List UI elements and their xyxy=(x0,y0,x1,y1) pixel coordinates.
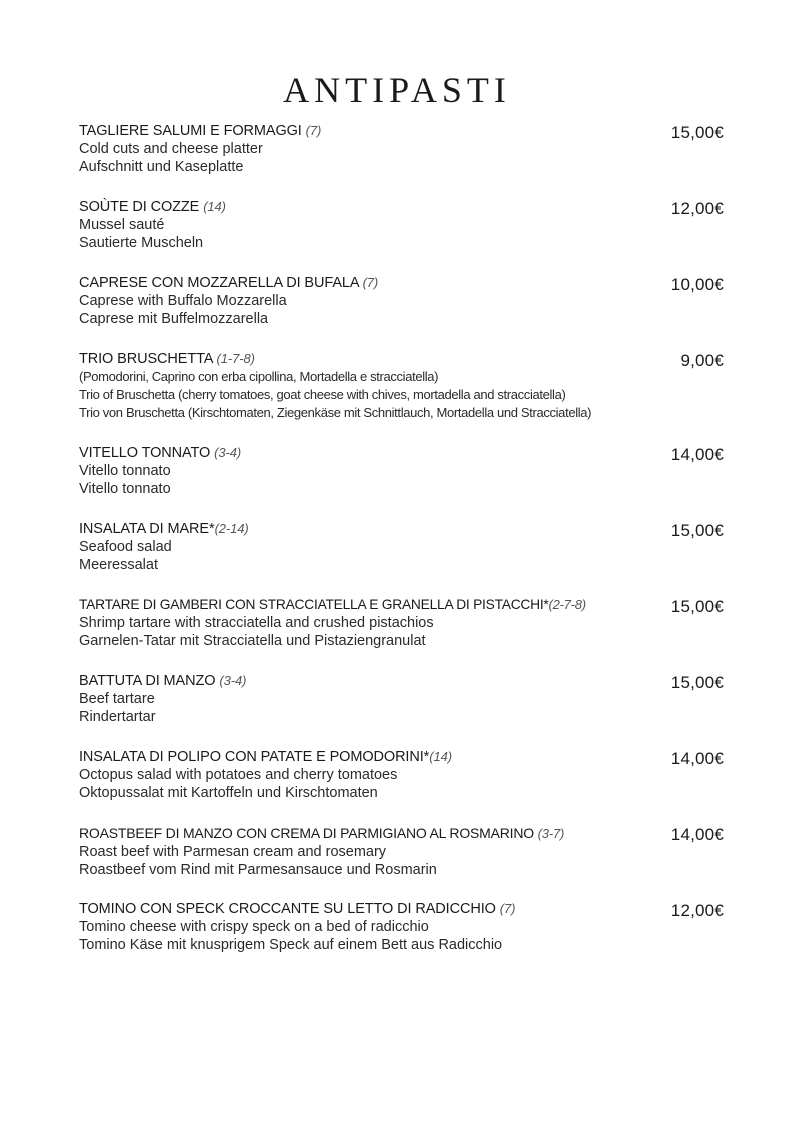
item-desc-en: Octopus salad with potatoes and cherry tomatoes xyxy=(79,767,398,783)
menu-item xyxy=(79,748,724,824)
item-desc-en: Trio of Bruschetta (cherry tomatoes, goat cheese with chives, mortadella and stracciatella) xyxy=(79,387,566,402)
item-name: TOMINO CON SPECK CROCCANTE SU LETTO DI RADICCHIO xyxy=(79,901,496,917)
menu-item xyxy=(79,444,724,520)
item-price: 15,00€ xyxy=(670,521,724,540)
item-desc-de: Rindertartar xyxy=(79,709,156,725)
item-desc-en: Shrimp tartare with stracciatella and crushed pistachios xyxy=(79,615,434,631)
item-name: TARTARE DI GAMBERI CON STRACCIATELLA E GRANELLA DI PISTACCHI* xyxy=(79,597,549,612)
menu-item xyxy=(79,672,724,748)
item-desc-de: Meeressalat xyxy=(79,557,158,573)
item-name: VITELLO TONNATO xyxy=(79,445,211,461)
menu-item xyxy=(79,900,724,976)
item-name-line xyxy=(79,748,724,766)
item-desc-de: Vitello tonnato xyxy=(79,481,171,497)
item-name: SOÙTE DI COZZE xyxy=(79,199,200,215)
item-name-line xyxy=(79,274,724,292)
page-title: ANTIPASTI xyxy=(283,70,511,110)
item-name-line xyxy=(79,198,724,216)
menu-item xyxy=(79,274,724,350)
item-allergens: (3-4) xyxy=(219,673,247,688)
item-price: 14,00€ xyxy=(670,445,724,464)
item-desc-de: Sautierte Muscheln xyxy=(79,235,204,251)
item-desc-en: Caprese with Buffalo Mozzarella xyxy=(79,293,287,309)
item-desc-de: Garnelen-Tatar mit Stracciatella und Pistaziengranulat xyxy=(79,633,426,649)
item-desc-it: (Pomodorini, Caprino con erba cipollina, Mortadella e stracciatella) xyxy=(79,369,439,384)
item-allergens: (2-7-8) xyxy=(548,597,586,612)
item-price: 9,00€ xyxy=(680,351,724,370)
item-desc-de: Caprese mit Buffelmozzarella xyxy=(79,311,269,327)
menu-item xyxy=(79,824,724,900)
menu-item xyxy=(79,122,724,198)
item-name-line xyxy=(79,672,724,690)
item-desc-en: Mussel sauté xyxy=(79,217,165,233)
item-price: 14,00€ xyxy=(670,749,724,768)
item-name: TRIO BRUSCHETTA xyxy=(79,351,213,367)
item-name-line xyxy=(79,824,724,843)
item-allergens: (3-7) xyxy=(537,826,565,841)
item-desc-en: Vitello tonnato xyxy=(79,463,171,479)
item-allergens: (2-14) xyxy=(214,521,249,536)
item-price: 15,00€ xyxy=(670,673,724,692)
item-desc-en: Beef tartare xyxy=(79,691,155,707)
item-allergens: (14) xyxy=(429,749,452,764)
menu-item xyxy=(79,198,724,274)
item-name-line xyxy=(79,900,724,918)
item-allergens: (14) xyxy=(203,199,226,214)
item-desc-en: Roast beef with Parmesan cream and rosemary xyxy=(79,844,387,860)
menu-list xyxy=(79,122,724,976)
item-name: BATTUTA DI MANZO xyxy=(79,673,216,689)
item-allergens: (7) xyxy=(305,123,322,138)
item-price: 15,00€ xyxy=(670,597,724,616)
item-name: INSALATA DI POLIPO CON PATATE E POMODORINI* xyxy=(79,749,430,765)
item-desc-de: Roastbeef vom Rind mit Parmesansauce und Rosmarin xyxy=(79,862,437,878)
item-name-line xyxy=(79,596,724,614)
item-price: 12,00€ xyxy=(670,901,724,920)
item-name-line xyxy=(79,350,724,368)
item-name-line xyxy=(79,444,724,462)
item-desc-en: Seafood salad xyxy=(79,539,172,555)
item-name: TAGLIERE SALUMI E FORMAGGI xyxy=(79,123,302,139)
item-name: ROASTBEEF DI MANZO CON CREMA DI PARMIGIANO AL ROSMARINO xyxy=(79,825,534,841)
menu-item xyxy=(79,520,724,596)
item-desc-de: Aufschnitt und Kaseplatte xyxy=(79,159,244,175)
item-price: 12,00€ xyxy=(670,199,724,218)
item-price: 14,00€ xyxy=(670,825,724,844)
item-name: INSALATA DI MARE* xyxy=(79,521,215,537)
item-desc-de: Oktopussalat mit Kartoffeln und Kirschtomaten xyxy=(79,785,378,801)
menu-item xyxy=(79,350,724,444)
item-name-line xyxy=(79,122,724,140)
item-name: CAPRESE CON MOZZARELLA DI BUFALA xyxy=(79,275,359,291)
item-allergens: (7) xyxy=(362,275,379,290)
item-name-line xyxy=(79,520,724,538)
item-price: 15,00€ xyxy=(670,123,724,142)
item-desc-en: Cold cuts and cheese platter xyxy=(79,141,263,157)
item-desc-en: Tomino cheese with crispy speck on a bed of radicchio xyxy=(79,919,429,935)
item-allergens: (1-7-8) xyxy=(216,351,255,366)
menu-item xyxy=(79,596,724,672)
item-desc-de: Tomino Käse mit knusprigem Speck auf einem Bett aus Radicchio xyxy=(79,937,503,953)
item-price: 10,00€ xyxy=(670,275,724,294)
item-allergens: (7) xyxy=(499,901,516,916)
item-desc-de: Trio von Bruschetta (Kirschtomaten, Ziegenkäse mit Schnittlauch, Mortadella und Stracciatella) xyxy=(79,405,592,420)
item-allergens: (3-4) xyxy=(214,445,242,460)
